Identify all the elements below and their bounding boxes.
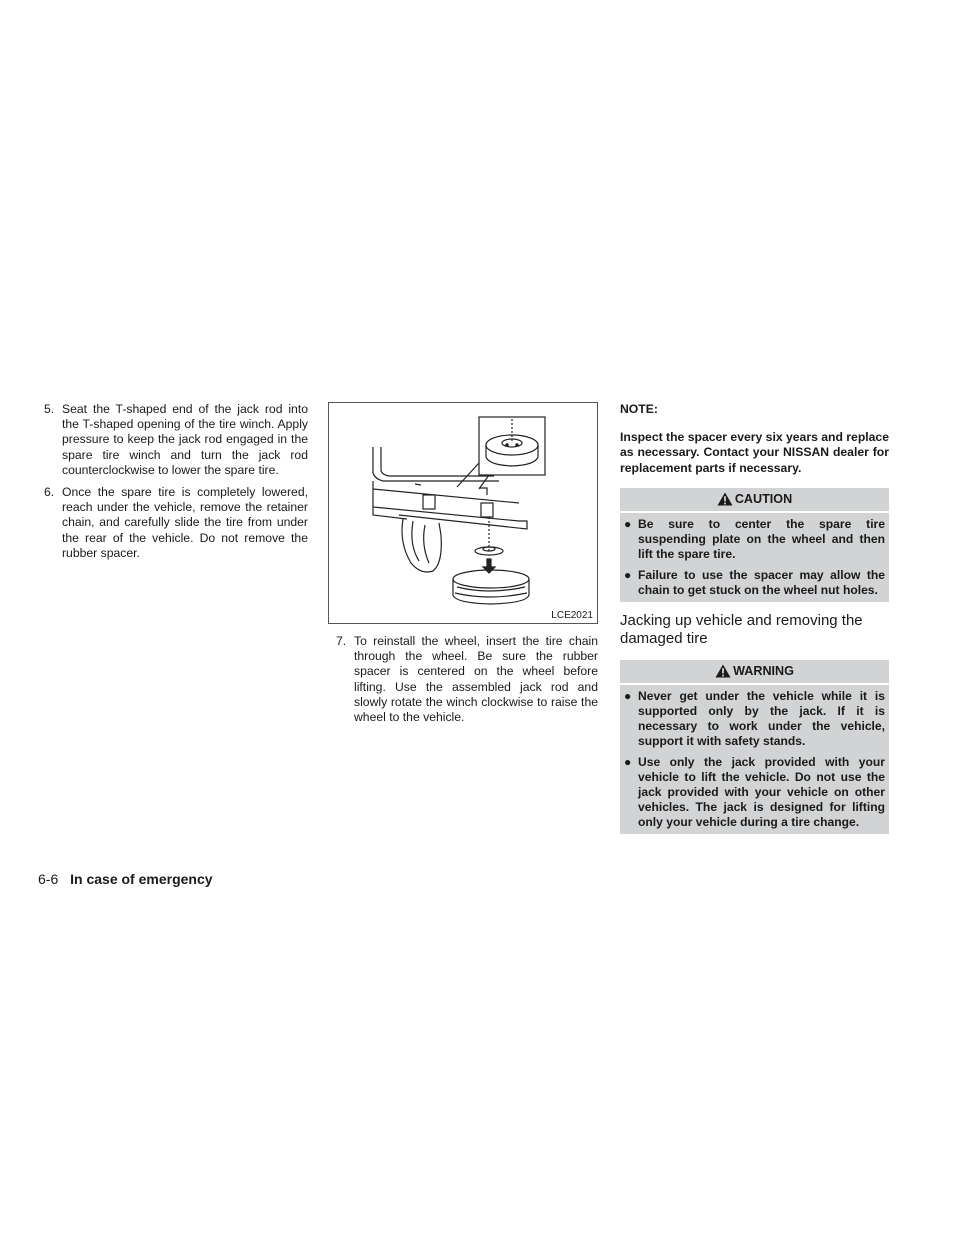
spare-tire-drawing	[329, 403, 597, 623]
note-text: Inspect the spacer every six years and replace as necessary. Contact your NISSAN dealer for replacement parts if necessary.	[620, 430, 889, 475]
caution-item	[624, 568, 885, 598]
left-column	[40, 402, 308, 568]
right-column	[620, 402, 889, 844]
caution-item-text: Be sure to center the spare tire suspending plate on the wheel and then lift the spare tire.	[638, 517, 885, 562]
caution-header	[620, 488, 889, 513]
warning-item-text: Use only the jack provided with your vehicle to lift the vehicle. Do not use the jack provided with your vehicle on other vehicles. The jack is designed for lifting only your vehicle during a tire change.	[638, 755, 885, 830]
warning-title: WARNING	[733, 664, 794, 679]
step-7	[328, 634, 598, 725]
caution-title: CAUTION	[734, 492, 793, 507]
step-text: Seat the T-shaped end of the jack rod into the T-shaped opening of the tire winch. Apply pressure to keep the jack rod engaged in the spare tire winch and turn the jack rod counterclockwise to lower the spare tire.	[62, 402, 308, 477]
bullet-dot-icon: ●	[624, 689, 632, 704]
step-6	[40, 485, 308, 561]
step-text: To reinstall the wheel, insert the tire chain through the wheel. Be sure the rubber spacer is centered on the wheel before lifting. Use the assembled jack rod and slowly rotate the winch clockwise to raise the wheel to the vehicle.	[354, 634, 598, 725]
bullet-dot-icon: ●	[624, 568, 632, 583]
page-footer	[38, 871, 213, 887]
warning-triangle-icon	[717, 492, 733, 506]
step-list	[40, 402, 308, 561]
caution-box	[620, 488, 889, 602]
warning-box	[620, 660, 889, 834]
step-number: 6.	[44, 485, 55, 500]
warning-item	[624, 755, 885, 830]
warning-body	[620, 685, 889, 834]
step-list	[328, 634, 598, 725]
step-number: 5.	[44, 402, 55, 416]
step-5	[40, 402, 308, 478]
step-text: Once the spare tire is completely lowered, reach under the vehicle, remove the retainer chain, and carefully slide the tire from under the rear of the vehicle. Do not remove the rubber spacer.	[62, 485, 308, 560]
caution-body	[620, 513, 889, 602]
step-number: 7.	[336, 634, 347, 648]
warning-item	[624, 689, 885, 749]
warning-header	[620, 660, 889, 685]
warning-triangle-icon	[715, 664, 731, 678]
bullet-dot-icon: ●	[624, 755, 632, 770]
section-heading: Jacking up vehicle and removing the damaged tire	[620, 612, 863, 648]
figure-code: LCE2021	[551, 610, 593, 621]
spare-tire-illustration	[328, 402, 598, 624]
section-title: In case of emergency	[70, 871, 213, 887]
page-number: 6-6	[38, 871, 59, 887]
bullet-dot-icon: ●	[624, 517, 632, 532]
note-title: NOTE:	[620, 402, 658, 416]
caution-item	[624, 517, 885, 562]
caution-item-text: Failure to use the spacer may allow the chain to get stuck on the wheel nut holes.	[638, 568, 885, 598]
middle-column	[328, 402, 598, 732]
warning-item-text: Never get under the vehicle while it is supported only by the jack. If it is necessary to work under the vehicle, support it with safety stands.	[638, 689, 885, 749]
